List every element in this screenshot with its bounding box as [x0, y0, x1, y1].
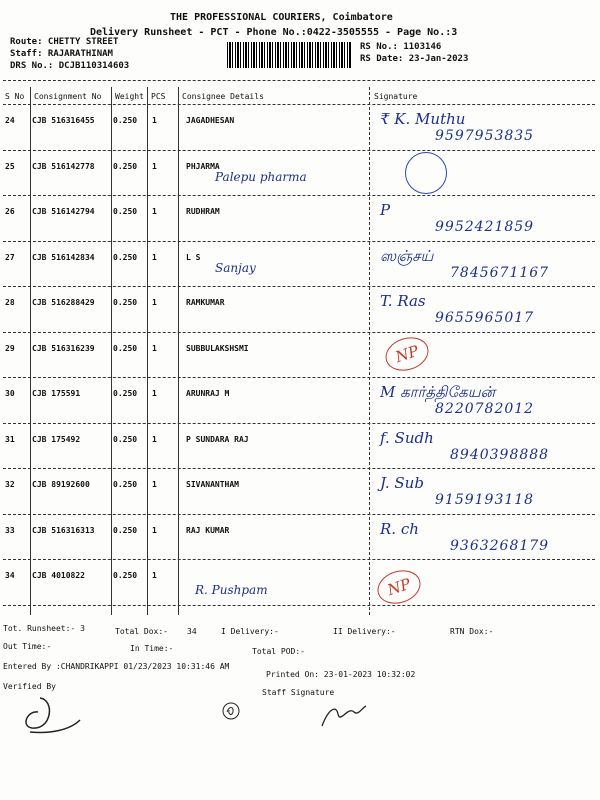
- row-weight: 0.250: [113, 434, 138, 444]
- printed-on: Printed On: 23-01-2023 10:32:02: [266, 670, 416, 679]
- drs-number: DRS No.: DCJB110314603: [10, 61, 130, 71]
- company-seal-icon: [405, 152, 447, 194]
- col-pcs: PCS: [151, 92, 166, 101]
- row-phone-handwritten: 8940398888: [450, 446, 550, 463]
- in-time-label: In Time:-: [130, 644, 174, 653]
- row-pcs: 1: [152, 252, 157, 262]
- row-sno: 25: [5, 161, 15, 171]
- row-consignee-handwritten: Sanjay: [215, 260, 256, 275]
- row-pcs: 1: [152, 525, 157, 535]
- row-consignee-handwritten: R. Pushpam: [195, 583, 268, 597]
- row-divider: [3, 423, 595, 424]
- col-divider: [147, 87, 148, 615]
- company-name: THE PROFESSIONAL COURIERS, Coimbatore: [170, 12, 393, 23]
- row-phone-handwritten: 9363268179: [450, 537, 550, 554]
- row-pcs: 1: [152, 161, 157, 171]
- row-pcs: 1: [152, 298, 157, 307]
- row-consignee-handwritten: Palepu pharma: [215, 169, 307, 184]
- row-divider: [3, 559, 595, 560]
- row-pcs: 1: [152, 343, 157, 353]
- row-weight: 0.250: [113, 207, 138, 216]
- rs-date: RS Date: 23-Jan-2023: [360, 54, 469, 64]
- row-divider: [3, 605, 595, 606]
- col-divider: [369, 87, 370, 615]
- total-dox-count: 34: [187, 627, 197, 636]
- header-divider: [3, 80, 595, 81]
- row-phone-handwritten: 7845671167: [450, 264, 550, 281]
- i-delivery-label: I Delivery:-: [221, 627, 279, 636]
- row-pcs: 1: [152, 116, 157, 125]
- row-weight: 0.250: [113, 298, 138, 307]
- tot-runsheet: Tot. Runsheet:- 3: [3, 624, 85, 633]
- total-pod-label: Total POD:-: [252, 647, 305, 656]
- col-divider: [111, 87, 112, 615]
- row-sno: 33: [5, 525, 15, 535]
- col-divider: [30, 87, 31, 615]
- col-consignee: Consignee Details: [182, 92, 264, 101]
- total-dox-label: Total Dox:-: [115, 627, 168, 636]
- row-sno: 30: [5, 389, 15, 398]
- route-label: Route: CHETTY STREET: [10, 37, 119, 47]
- row-phone-handwritten: 9159193118: [435, 492, 535, 508]
- row-consignee-name: P SUNDARA RAJ: [186, 434, 249, 444]
- row-phone-handwritten: 8220782012: [435, 401, 535, 417]
- row-divider: [3, 286, 595, 287]
- row-pcs: 1: [152, 389, 157, 398]
- row-consignment-no: CJB 516142834: [32, 252, 95, 262]
- row-sno: 29: [5, 343, 15, 353]
- row-weight: 0.250: [113, 343, 138, 353]
- row-consignee-name: RAJ KUMAR: [186, 525, 230, 535]
- row-consignee-name: SIVANANTHAM: [186, 480, 239, 489]
- row-pcs: 1: [152, 207, 157, 216]
- row-signature: ஸஞ்சய்: [380, 246, 434, 265]
- rtn-dox-label: RTN Dox:-: [450, 627, 494, 636]
- row-signature: M கார்த்திகேயன்: [380, 383, 496, 401]
- row-consignee-name: PHJARMA: [186, 161, 220, 171]
- row-phone-handwritten: 9952421859: [435, 219, 535, 235]
- col-weight: Weight: [115, 92, 144, 101]
- row-divider: [3, 195, 595, 196]
- row-divider: [3, 514, 595, 515]
- row-divider: [3, 377, 595, 378]
- verifier-signature-icon: [10, 690, 100, 740]
- row-consignment-no: CJB 4010822: [32, 571, 85, 580]
- row-pcs: 1: [152, 480, 157, 489]
- row-divider: [3, 241, 595, 242]
- row-consignment-no: CJB 516142778: [32, 161, 95, 171]
- row-weight: 0.250: [113, 571, 138, 580]
- row-signature: R. ch: [380, 519, 419, 538]
- np-stamp-icon: NP: [373, 565, 425, 609]
- staff-signature-label: Staff Signature: [262, 688, 335, 697]
- row-pcs: 1: [152, 571, 157, 580]
- row-weight: 0.250: [113, 116, 138, 125]
- row-consignment-no: CJB 175492: [32, 434, 81, 444]
- row-consignment-no: CJB 516142794: [32, 207, 95, 216]
- column-header-divider: [3, 104, 595, 105]
- verified-by-label: Verified By: [3, 682, 56, 691]
- col-signature: Signature: [374, 92, 418, 101]
- row-sno: 27: [5, 252, 15, 262]
- row-divider: [3, 468, 595, 469]
- row-sno: 24: [5, 116, 15, 125]
- row-consignment-no: CJB 516288429: [32, 298, 95, 307]
- row-sno: 26: [5, 207, 15, 216]
- row-weight: 0.250: [113, 525, 138, 535]
- row-consignee-name: L S: [186, 252, 201, 262]
- barcode: [227, 42, 352, 68]
- ii-delivery-label: II Delivery:-: [333, 627, 396, 636]
- col-sno: S No: [5, 92, 25, 101]
- row-consignee-name: RAMKUMAR: [186, 298, 225, 307]
- row-consignment-no: CJB 516316455: [32, 116, 95, 125]
- row-divider: [3, 332, 595, 333]
- np-stamp-icon: NP: [381, 331, 433, 375]
- row-consignment-no: CJB 175591: [32, 389, 81, 398]
- row-consignee-name: JAGADHESAN: [186, 116, 235, 125]
- staff-signature-icon: [318, 700, 368, 732]
- row-phone-handwritten: 9655965017: [435, 310, 535, 326]
- row-divider: [3, 150, 595, 151]
- row-sno: 32: [5, 480, 15, 489]
- out-time-label: Out Time:-: [3, 642, 52, 651]
- initials-mark-icon: [220, 700, 242, 722]
- row-sno: 31: [5, 434, 15, 444]
- row-weight: 0.250: [113, 480, 138, 489]
- row-consignee-name: ARUNRAJ M: [186, 389, 230, 398]
- row-phone-handwritten: 9597953835: [435, 128, 535, 144]
- row-consignment-no: CJB 516316313: [32, 525, 95, 535]
- rs-number: RS No.: 1103146: [360, 42, 442, 52]
- row-consignee-name: RUDHRAM: [186, 207, 220, 216]
- row-consignee-name: SUBBULAKSHSMI: [186, 343, 249, 353]
- col-consignment: Consignment No: [34, 92, 102, 101]
- row-weight: 0.250: [113, 161, 138, 171]
- col-divider: [178, 87, 179, 615]
- row-weight: 0.250: [113, 252, 138, 262]
- row-weight: 0.250: [113, 389, 138, 398]
- row-sno: 28: [5, 298, 15, 307]
- row-consignment-no: CJB 516316239: [32, 343, 95, 353]
- entered-by: Entered By :CHANDRIKAPPI 01/23/2023 10:31:46 AM: [3, 662, 230, 671]
- staff-label: Staff: RAJARATHINAM: [10, 49, 113, 59]
- row-signature: J. Sub: [380, 474, 424, 492]
- row-signature: T. Ras: [380, 292, 426, 310]
- row-signature: P: [380, 201, 391, 219]
- row-signature: f. Sudh: [380, 428, 434, 447]
- runsheet-title: Delivery Runsheet - PCT - Phone No.:0422-3505555 - Page No.:3: [90, 27, 458, 38]
- row-consignment-no: CJB 89192600: [32, 480, 90, 489]
- row-signature: ₹ K. Muthu: [380, 110, 466, 128]
- row-pcs: 1: [152, 434, 157, 444]
- row-sno: 34: [5, 571, 15, 580]
